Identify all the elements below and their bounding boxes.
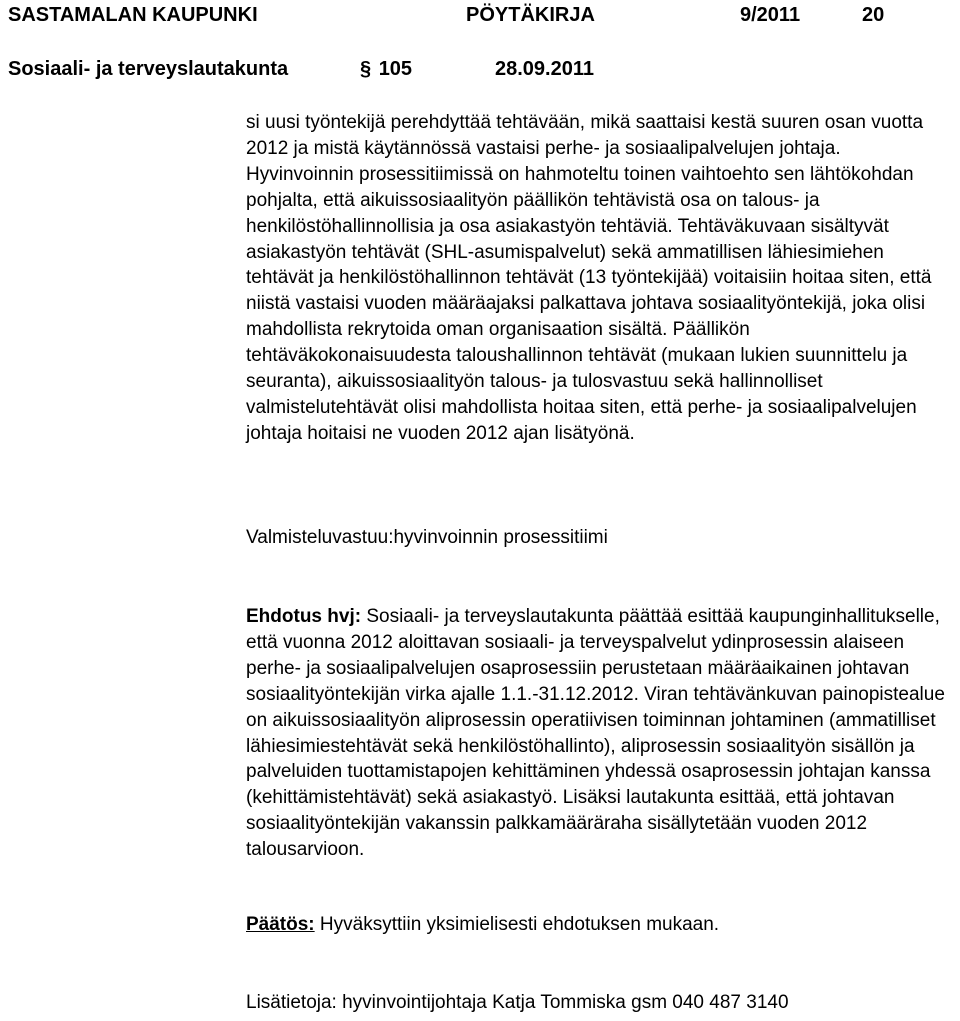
meeting-date: 28.09.2011 bbox=[495, 58, 594, 80]
document-type: PÖYTÄKIRJA bbox=[466, 4, 595, 26]
decision-text: Hyväksyttiin yksimielisesti ehdotuksen mukaan. bbox=[314, 914, 720, 935]
organization-name: SASTAMALAN KAUPUNKI bbox=[8, 4, 258, 26]
proposal-text-wrapper bbox=[246, 604, 950, 863]
preparer-text: Valmisteluvastuu:hyvinvoinnin prosessitiimi bbox=[246, 527, 608, 548]
background-paragraph bbox=[246, 110, 950, 447]
proposal-label: Ehdotus hvj: bbox=[246, 606, 362, 627]
decision-label: Päätös: bbox=[246, 914, 315, 935]
section-sign: § bbox=[360, 58, 372, 80]
section-number bbox=[360, 57, 412, 81]
decision-text-wrapper bbox=[246, 912, 950, 938]
preparer-line bbox=[246, 525, 950, 551]
contact-info bbox=[246, 990, 950, 1016]
proposal-paragraph bbox=[246, 604, 950, 863]
proposal-text: Sosiaali- ja terveyslautakunta päättää esittää kaupunginhallitukselle, että vuonna 2012 aloittavan sosiaali- ja terveyspalvelut ydinprosessin alaiseen perhe- ja sosiaalipalvelujen osaprosessiin perustetaan määräaikainen johtavan sosiaalityöntekijän virka ajalle 1.1.-31.12.2012. Viran tehtävänkuvan painopistealue on aikuissosiaalityön aliprosessin operatiivisen toiminnan johtaminen (ammatilliset lähiesimiestehtävät sekä henkilöstöhallinto), aliprosessin sosiaalityön sisällön ja palveluiden tuottamistapojen kehittäminen yhdessä osaprosessin johtajan kanssa (kehittämistehtävät) sekä asiakastyö. Lisäksi lautakunta esittää, että johtavan sosiaalityöntekijän vakanssin palkkamääräraha sisällytetään vuoden 2012 talousarvioon. bbox=[246, 606, 945, 861]
document-number: 9/2011 bbox=[740, 4, 801, 26]
board-name: Sosiaali- ja terveyslautakunta bbox=[8, 58, 289, 80]
decision-paragraph bbox=[246, 912, 950, 938]
page-number: 20 bbox=[862, 4, 885, 26]
background-text: si uusi työntekijä perehdyttää tehtävään, mikä saattaisi kestä suuren osan vuotta 2012 ja mistä käytännössä vastaisi perhe- ja sosiaalipalvelujen johtaja. Hyvinvoinnin prosessitiimissä on hahmoteltu toinen vaihtoehto sen lähtökohdan pohjalta, että aikuissosiaalityön päällikön tehtävistä osa on talous- ja henkilöstöhallinnollisia ja osa asiakastyön tehtäviä. Tehtäväkuvaan sisältyvät asiakastyön tehtävät (SHL-asumispalvelut) sekä ammatillisen lähiesimiehen tehtävät ja henkilöstöhallinnon tehtävät (13 työntekijää) voitaisiin hoitaa siten, että niistä vastaisi vuoden määräajaksi palkattava johtava sosiaalityöntekijä, joka olisi mahdollista rekrytoida oman organisaation sisältä. Päällikön tehtäväkokonaisuudesta taloushallinnon tehtävät (mukaan lukien suunnittelu ja seuranta), aikuissosiaalityön talous- ja tulosvastuu sekä hallinnolliset valmistelutehtävät olisi mahdollista hoitaa siten, että perhe- ja sosiaalipalvelujen johtaja hoitaisi ne vuoden 2012 ajan lisätyönä. bbox=[246, 112, 932, 444]
contact-info-text: Lisätietoja: hyvinvointijohtaja Katja Tommiska gsm 040 487 3140 bbox=[246, 992, 789, 1013]
section-number-value: 105 bbox=[378, 58, 413, 80]
